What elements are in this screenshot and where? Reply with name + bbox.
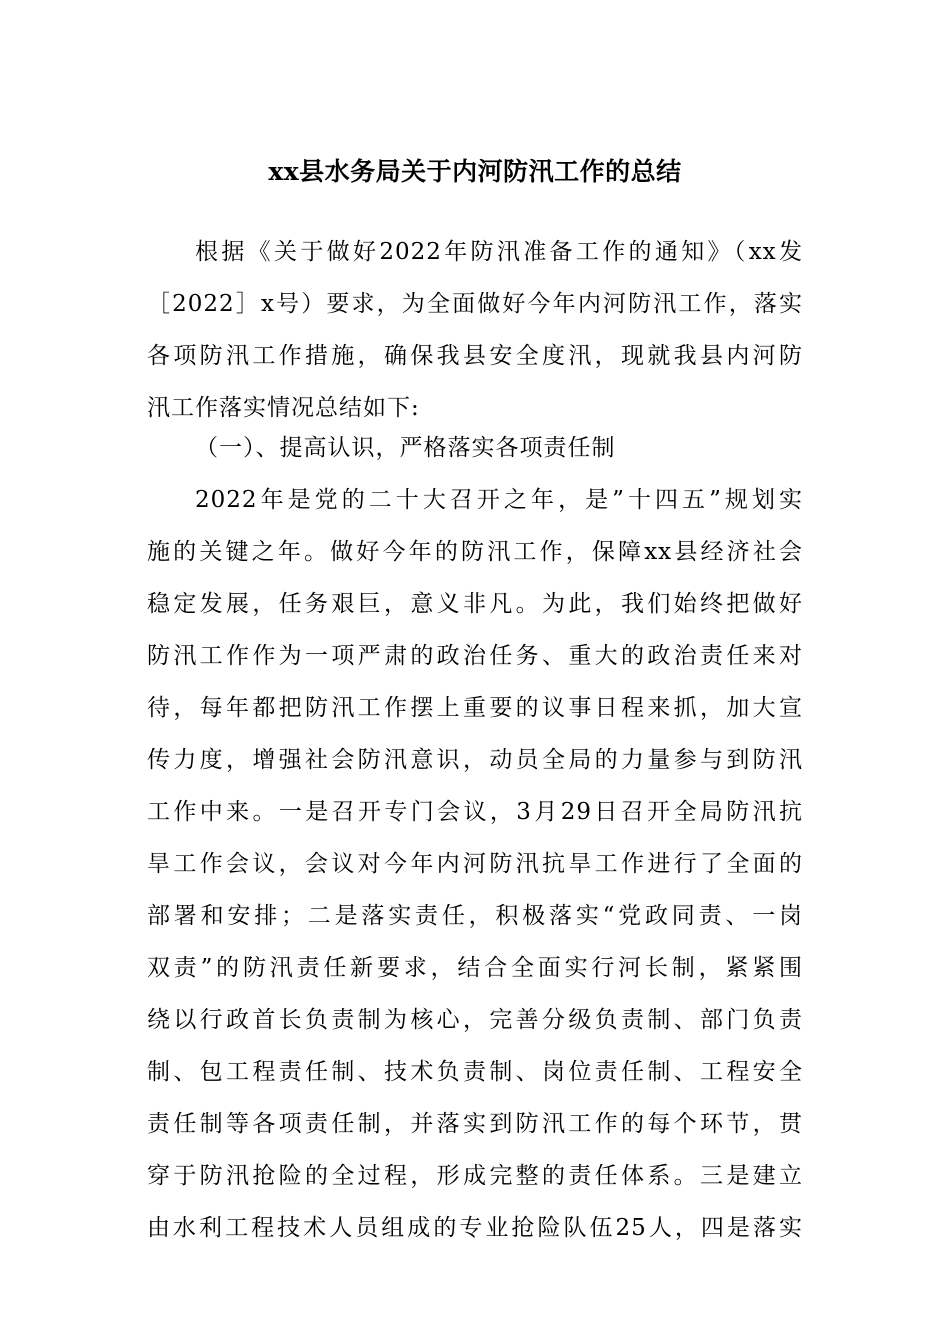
- document-title: xx县水务局关于内河防汛工作的总结: [268, 157, 682, 186]
- paragraph1-line: 汛工作落实情况总结如下:: [147, 395, 420, 421]
- paragraph2-line: 部署和安排；二是落实责任，积极落实“党政同责、一岗: [147, 903, 803, 929]
- paragraph2-line: 穿于防汛抢险的全过程，形成完整的责任体系。三是建立: [147, 1163, 803, 1189]
- paragraph2-line: 工作中来。一是召开专门会议，3月29日召开全局防汛抗: [147, 799, 803, 825]
- paragraph2-line: 旱工作会议，会议对今年内河防汛抗旱工作进行了全面的: [147, 851, 803, 877]
- paragraph2-line: 双责”的防汛责任新要求，结合全面实行河长制，紧紧围: [147, 955, 803, 981]
- paragraph2-line: 稳定发展，任务艰巨，意义非凡。为此，我们始终把做好: [147, 591, 803, 617]
- paragraph2-line: 传力度，增强社会防汛意识，动员全局的力量参与到防汛: [147, 747, 803, 773]
- paragraph2-line: 2022年是党的二十大召开之年，是”十四五”规划实: [195, 487, 803, 513]
- section-heading: （一）、提高认识，严格落实各项责任制: [195, 435, 616, 461]
- paragraph2-line: 待，每年都把防汛工作摆上重要的议事日程来抓，加大宣: [147, 695, 803, 721]
- paragraph2-line: 责任制等各项责任制，并落实到防汛工作的每个环节，贯: [147, 1111, 803, 1137]
- paragraph1-line: 根据《关于做好2022年防汛准备工作的通知》（xx发: [195, 239, 803, 265]
- paragraph2-line: 绕以行政首长负责制为核心，完善分级负责制、部门负责: [147, 1007, 803, 1033]
- paragraph2-line: 由水利工程技术人员组成的专业抢险队伍25人，四是落实: [147, 1215, 803, 1241]
- paragraph2-line: 制、包工程责任制、技术负责制、岗位责任制、工程安全: [147, 1059, 803, 1085]
- paragraph1-line: 各项防汛工作措施，确保我县安全度汛，现就我县内河防: [147, 343, 803, 369]
- paragraph2-line: 施的关键之年。做好今年的防汛工作，保障xx县经济社会: [147, 539, 803, 565]
- paragraph1-line: ［2022］x号）要求，为全面做好今年内河防汛工作，落实: [147, 291, 803, 317]
- paragraph2-line: 防汛工作作为一项严肃的政治任务、重大的政治责任来对: [147, 643, 803, 669]
